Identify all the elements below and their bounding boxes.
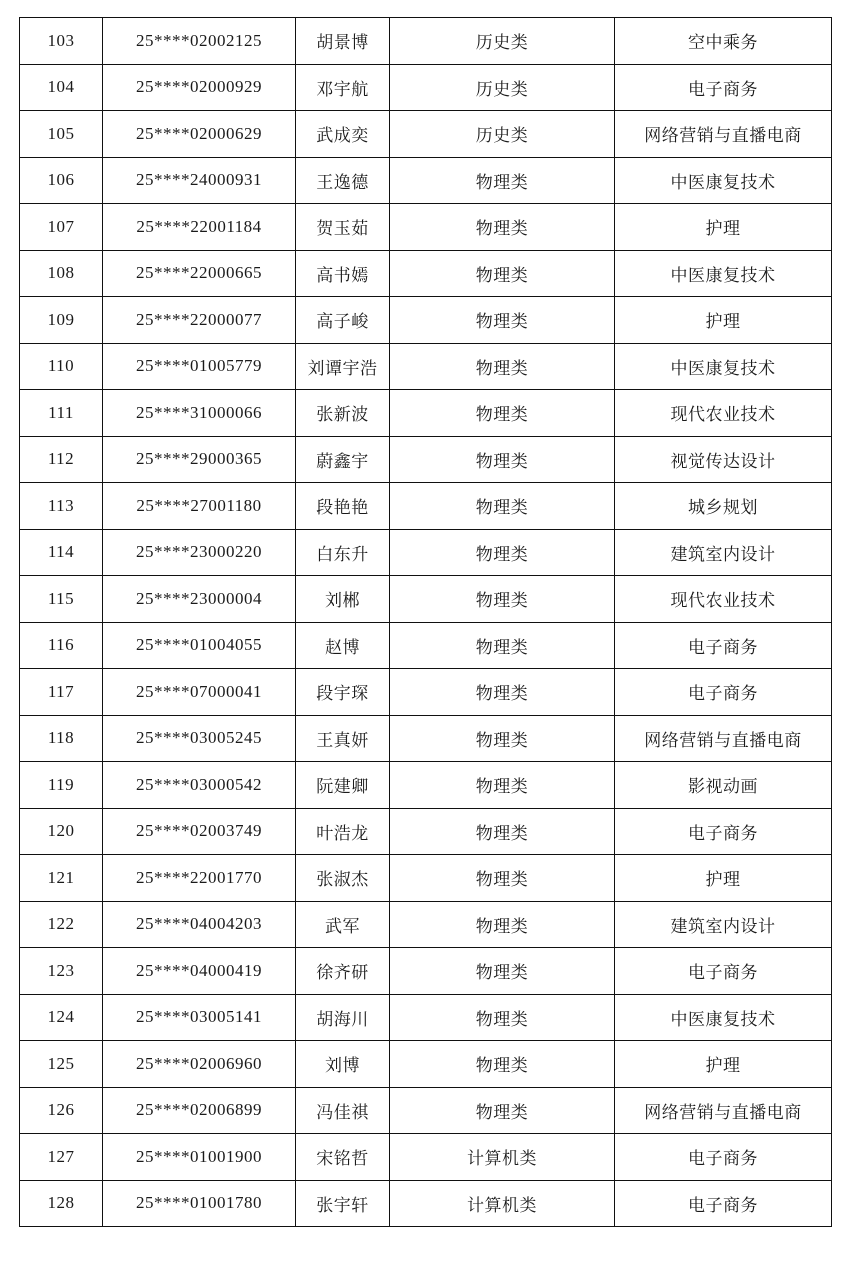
candidate-id: 25****29000365 xyxy=(103,436,296,483)
subject-category: 物理类 xyxy=(390,343,615,390)
subject-category: 物理类 xyxy=(390,436,615,483)
candidate-id: 25****23000220 xyxy=(103,529,296,576)
student-name: 蔚鑫宇 xyxy=(296,436,390,483)
table-row xyxy=(20,808,832,855)
table-row xyxy=(20,1041,832,1088)
subject-category: 物理类 xyxy=(390,483,615,530)
subject-category: 物理类 xyxy=(390,157,615,204)
student-name: 刘郴 xyxy=(296,576,390,623)
student-name: 段宇琛 xyxy=(296,669,390,716)
candidate-id: 25****22001184 xyxy=(103,204,296,251)
candidate-id: 25****04000419 xyxy=(103,948,296,995)
candidate-id: 25****22000665 xyxy=(103,250,296,297)
row-number: 104 xyxy=(20,64,103,111)
subject-category: 物理类 xyxy=(390,576,615,623)
candidate-id: 25****22000077 xyxy=(103,297,296,344)
table-row xyxy=(20,1134,832,1181)
table-row xyxy=(20,343,832,390)
student-name: 张新波 xyxy=(296,390,390,437)
table-row xyxy=(20,18,832,65)
table-row xyxy=(20,390,832,437)
student-name: 张宇轩 xyxy=(296,1180,390,1227)
student-name: 王真妍 xyxy=(296,715,390,762)
student-name: 武成奕 xyxy=(296,111,390,158)
candidate-id: 25****01001900 xyxy=(103,1134,296,1181)
major-name: 现代农业技术 xyxy=(615,390,832,437)
row-number: 124 xyxy=(20,994,103,1041)
candidate-id: 25****22001770 xyxy=(103,855,296,902)
student-name: 王逸德 xyxy=(296,157,390,204)
student-name: 段艳艳 xyxy=(296,483,390,530)
student-name: 胡海川 xyxy=(296,994,390,1041)
subject-category: 物理类 xyxy=(390,1087,615,1134)
row-number: 119 xyxy=(20,762,103,809)
subject-category: 历史类 xyxy=(390,111,615,158)
subject-category: 物理类 xyxy=(390,204,615,251)
table-row xyxy=(20,250,832,297)
student-name: 阮建卿 xyxy=(296,762,390,809)
table-row xyxy=(20,157,832,204)
table-row xyxy=(20,1087,832,1134)
student-name: 邓宇航 xyxy=(296,64,390,111)
candidate-id: 25****03005245 xyxy=(103,715,296,762)
major-name: 电子商务 xyxy=(615,622,832,669)
subject-category: 物理类 xyxy=(390,390,615,437)
subject-category: 物理类 xyxy=(390,994,615,1041)
subject-category: 计算机类 xyxy=(390,1180,615,1227)
table-row xyxy=(20,901,832,948)
subject-category: 物理类 xyxy=(390,529,615,576)
subject-category: 物理类 xyxy=(390,901,615,948)
subject-category: 物理类 xyxy=(390,1041,615,1088)
row-number: 125 xyxy=(20,1041,103,1088)
candidate-id: 25****02000929 xyxy=(103,64,296,111)
table-row xyxy=(20,855,832,902)
subject-category: 物理类 xyxy=(390,948,615,995)
table-row xyxy=(20,576,832,623)
candidate-id: 25****04004203 xyxy=(103,901,296,948)
major-name: 电子商务 xyxy=(615,1180,832,1227)
row-number: 123 xyxy=(20,948,103,995)
subject-category: 物理类 xyxy=(390,622,615,669)
candidate-id: 25****02006960 xyxy=(103,1041,296,1088)
table-row xyxy=(20,715,832,762)
student-name: 徐齐研 xyxy=(296,948,390,995)
row-number: 103 xyxy=(20,18,103,65)
row-number: 114 xyxy=(20,529,103,576)
candidate-id: 25****24000931 xyxy=(103,157,296,204)
row-number: 117 xyxy=(20,669,103,716)
major-name: 护理 xyxy=(615,855,832,902)
major-name: 护理 xyxy=(615,297,832,344)
row-number: 108 xyxy=(20,250,103,297)
student-name: 张淑杰 xyxy=(296,855,390,902)
major-name: 中医康复技术 xyxy=(615,250,832,297)
major-name: 电子商务 xyxy=(615,64,832,111)
row-number: 115 xyxy=(20,576,103,623)
candidate-id: 25****07000041 xyxy=(103,669,296,716)
major-name: 网络营销与直播电商 xyxy=(615,715,832,762)
candidate-id: 25****02003749 xyxy=(103,808,296,855)
row-number: 122 xyxy=(20,901,103,948)
subject-category: 物理类 xyxy=(390,855,615,902)
row-number: 127 xyxy=(20,1134,103,1181)
major-name: 现代农业技术 xyxy=(615,576,832,623)
table-row xyxy=(20,436,832,483)
row-number: 105 xyxy=(20,111,103,158)
row-number: 120 xyxy=(20,808,103,855)
row-number: 109 xyxy=(20,297,103,344)
major-name: 电子商务 xyxy=(615,948,832,995)
subject-category: 物理类 xyxy=(390,715,615,762)
student-name: 刘博 xyxy=(296,1041,390,1088)
table-row xyxy=(20,669,832,716)
major-name: 空中乘务 xyxy=(615,18,832,65)
major-name: 电子商务 xyxy=(615,1134,832,1181)
row-number: 121 xyxy=(20,855,103,902)
student-name: 白东升 xyxy=(296,529,390,576)
subject-category: 计算机类 xyxy=(390,1134,615,1181)
major-name: 网络营销与直播电商 xyxy=(615,1087,832,1134)
row-number: 106 xyxy=(20,157,103,204)
student-name: 叶浩龙 xyxy=(296,808,390,855)
row-number: 111 xyxy=(20,390,103,437)
candidate-id: 25****01005779 xyxy=(103,343,296,390)
student-name: 宋铭哲 xyxy=(296,1134,390,1181)
subject-category: 历史类 xyxy=(390,18,615,65)
admission-table xyxy=(19,17,832,1227)
student-name: 胡景博 xyxy=(296,18,390,65)
row-number: 107 xyxy=(20,204,103,251)
candidate-id: 25****03000542 xyxy=(103,762,296,809)
row-number: 110 xyxy=(20,343,103,390)
candidate-id: 25****01004055 xyxy=(103,622,296,669)
table-row xyxy=(20,994,832,1041)
table-row xyxy=(20,622,832,669)
major-name: 建筑室内设计 xyxy=(615,901,832,948)
candidate-id: 25****27001180 xyxy=(103,483,296,530)
admission-table-body xyxy=(20,18,832,1227)
row-number: 113 xyxy=(20,483,103,530)
candidate-id: 25****02000629 xyxy=(103,111,296,158)
table-row xyxy=(20,64,832,111)
candidate-id: 25****31000066 xyxy=(103,390,296,437)
major-name: 电子商务 xyxy=(615,669,832,716)
major-name: 中医康复技术 xyxy=(615,157,832,204)
subject-category: 历史类 xyxy=(390,64,615,111)
major-name: 城乡规划 xyxy=(615,483,832,530)
student-name: 赵博 xyxy=(296,622,390,669)
row-number: 128 xyxy=(20,1180,103,1227)
table-row xyxy=(20,762,832,809)
table-row xyxy=(20,297,832,344)
candidate-id: 25****01001780 xyxy=(103,1180,296,1227)
major-name: 影视动画 xyxy=(615,762,832,809)
candidate-id: 25****23000004 xyxy=(103,576,296,623)
candidate-id: 25****02006899 xyxy=(103,1087,296,1134)
table-row xyxy=(20,529,832,576)
student-name: 冯佳祺 xyxy=(296,1087,390,1134)
student-name: 高书嫣 xyxy=(296,250,390,297)
candidate-id: 25****02002125 xyxy=(103,18,296,65)
major-name: 中医康复技术 xyxy=(615,343,832,390)
major-name: 中医康复技术 xyxy=(615,994,832,1041)
subject-category: 物理类 xyxy=(390,297,615,344)
major-name: 建筑室内设计 xyxy=(615,529,832,576)
subject-category: 物理类 xyxy=(390,808,615,855)
row-number: 126 xyxy=(20,1087,103,1134)
student-name: 武军 xyxy=(296,901,390,948)
table-row xyxy=(20,111,832,158)
subject-category: 物理类 xyxy=(390,250,615,297)
major-name: 视觉传达设计 xyxy=(615,436,832,483)
student-name: 高子峻 xyxy=(296,297,390,344)
major-name: 电子商务 xyxy=(615,808,832,855)
subject-category: 物理类 xyxy=(390,669,615,716)
table-row xyxy=(20,204,832,251)
table-row xyxy=(20,483,832,530)
subject-category: 物理类 xyxy=(390,762,615,809)
table-row xyxy=(20,1180,832,1227)
major-name: 护理 xyxy=(615,1041,832,1088)
candidate-id: 25****03005141 xyxy=(103,994,296,1041)
major-name: 网络营销与直播电商 xyxy=(615,111,832,158)
table-row xyxy=(20,948,832,995)
row-number: 116 xyxy=(20,622,103,669)
row-number: 112 xyxy=(20,436,103,483)
student-name: 贺玉茹 xyxy=(296,204,390,251)
student-name: 刘谭宇浩 xyxy=(296,343,390,390)
row-number: 118 xyxy=(20,715,103,762)
major-name: 护理 xyxy=(615,204,832,251)
